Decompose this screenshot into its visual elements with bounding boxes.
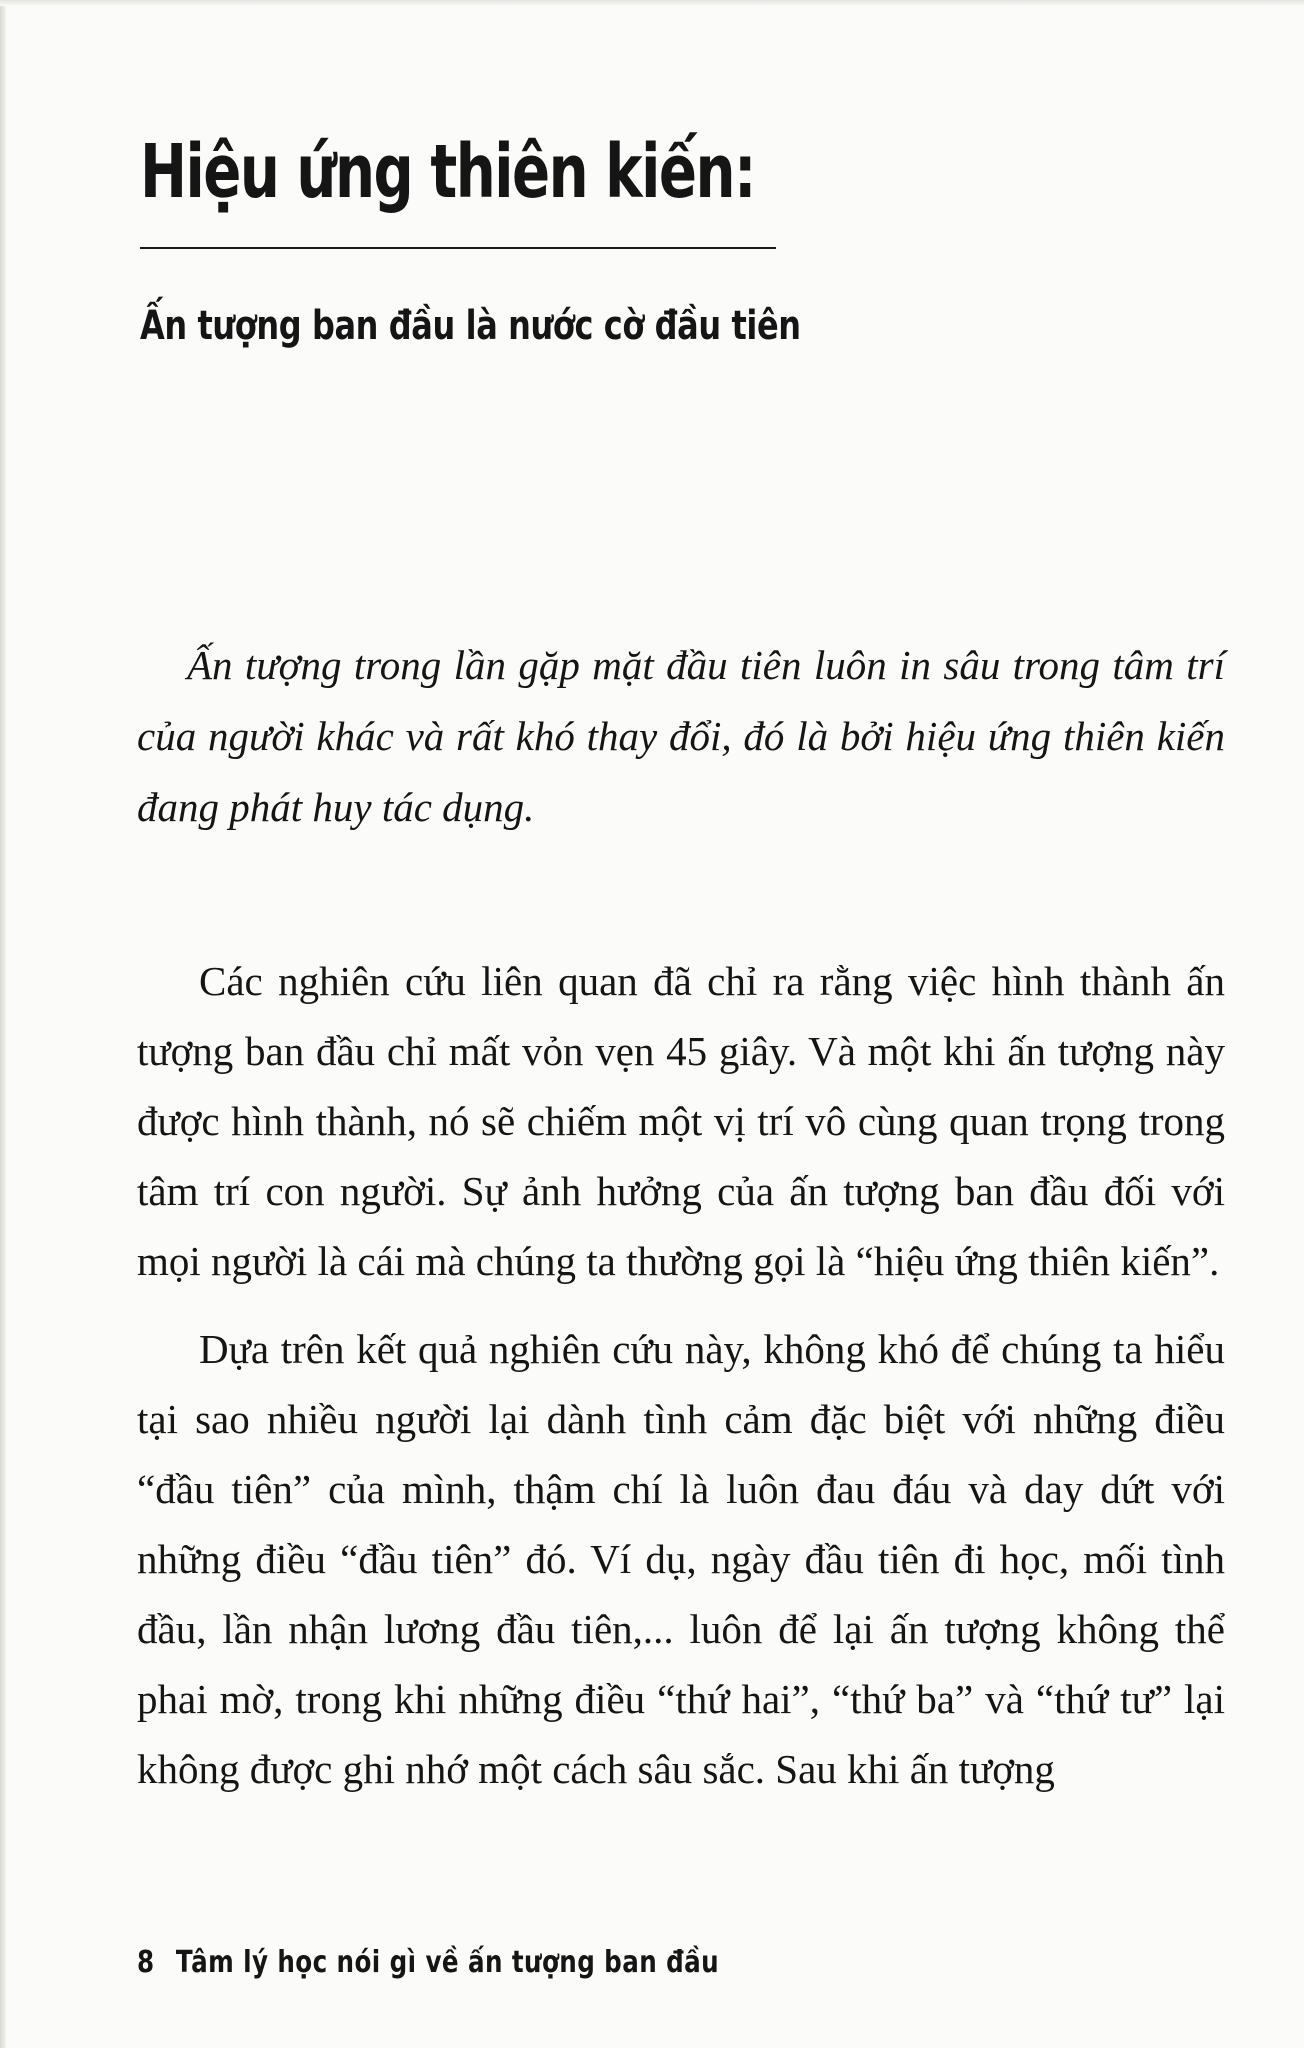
intro-paragraph: Ấn tượng trong lần gặp mặt đầu tiên luôn in sâu trong tâm trí của người khác và rất khó thay đổi, đó là bởi hiệu ứng thiên kiến đang phát huy tác dụng. [137, 642, 1225, 830]
page-top-shadow [0, 0, 1304, 6]
running-footer [137, 1945, 719, 1980]
title-underline [140, 247, 776, 249]
page-edge-shadow [0, 0, 6, 2048]
body-paragraph-2: Dựa trên kết quả nghiên cứu này, không khó để chúng ta hiểu tại sao nhiều người lại dành tình cảm đặc biệt với những điều “đầu tiên” của mình, thậm chí là luôn đau đáu và day dứt với những điều “đầu tiên” đó. Ví dụ, ngày đầu tiên đi học, mối tình đầu, lần nhận lương đầu tiên,... luôn để lại ấn tượng không thể phai mờ, trong khi những điều “thứ hai”, “thứ ba” và “thứ tư” lại không được ghi nhớ một cách sâu sắc. Sau khi ấn tượng [137, 1326, 1225, 1792]
book-title: Tâm lý học nói gì về ấn tượng ban đầu [175, 1945, 720, 1980]
page-number: 8 [137, 1945, 155, 1980]
chapter-subtitle: Ấn tượng ban đầu là nước cờ đầu tiên [140, 303, 801, 349]
chapter-title: Hiệu ứng thiên kiến: [140, 129, 755, 215]
body-text [137, 946, 1225, 1822]
body-paragraph-1: Các nghiên cứu liên quan đã chỉ ra rằng việc hình thành ấn tượng ban đầu chỉ mất vỏn vẹn 45 giây. Và một khi ấn tượng này được hình thành, nó sẽ chiếm một vị trí vô cùng quan trọng trong tâm trí con người. Sự ảnh hưởng của ấn tượng ban đầu đối với mọi người là cái mà chúng ta thường gọi là “hiệu ứng thiên kiến”. [137, 958, 1225, 1284]
